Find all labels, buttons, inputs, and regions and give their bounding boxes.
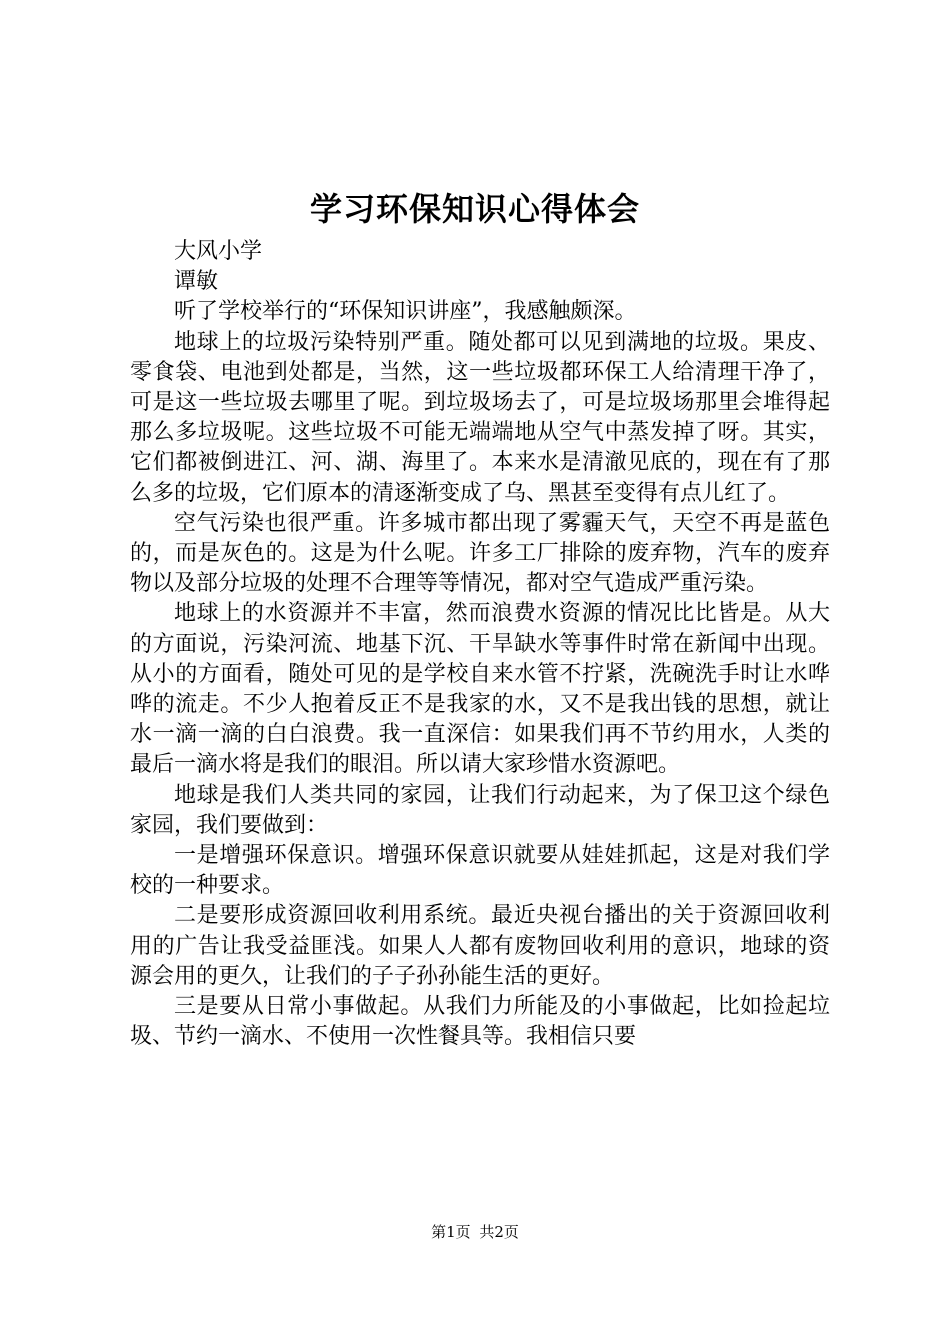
paragraph: 地球是我们人类共同的家园，让我们行动起来，为了保卫这个绿色家园，我们要做到： [130, 782, 830, 838]
paragraph: 二是要形成资源回收利用系统。最近央视台播出的关于资源回收利用的广告让我受益匪浅。如果人人都有废物回收利用的意识，地球的资源会用的更久，让我们的子子孙孙能生活的更好。 [130, 903, 830, 989]
page-footer [0, 1222, 950, 1242]
paragraph: 三是要从日常小事做起。从我们力所能及的小事做起，比如捡起垃圾、节约一滴水、不使用一次性餐具等。我相信只要 [130, 994, 830, 1050]
page-total: 共2页 [479, 1223, 519, 1241]
paragraph: 地球上的垃圾污染特别严重。随处都可以见到满地的垃圾。果皮、零食袋、电池到处都是，当然，这一些垃圾都环保工人给清理干净了，可是这一些垃圾去哪里了呢。到垃圾场去了，可是垃圾场那里会堆得起那么多垃圾呢。这些垃圾不可能无端端地从空气中蒸发掉了呀。其实，它们都被倒进江、河、湖、海里了。本来水是清澈见底的，现在有了那么多的垃圾，它们原本的清逐渐变成了乌、黑甚至变得有点儿红了。 [130, 329, 830, 506]
author-line: 谭敏 [174, 269, 219, 295]
document-title: 学习环保知识心得体会 [309, 190, 640, 228]
page-number: 第1页 [431, 1223, 471, 1241]
school-line: 大风小学 [174, 239, 263, 264]
paragraph: 地球上的水资源并不丰富，然而浪费水资源的情况比比皆是。从大的方面说，污染河流、地基下沉、干旱缺水等事件时常在新闻中出现。从小的方面看，随处可见的是学校自来水管不拧紧，洗碗洗手时让水哗哗的流走。不少人抱着反正不是我家的水，又不是我出钱的思想，就让水一滴一滴的白白浪费。我一直深信：如果我们再不节约用水，人类的最后一滴水将是我们的眼泪。所以请大家珍惜水资源吧。 [130, 601, 830, 778]
paragraph: 听了学校举行的“环保知识讲座”，我感触颇深。 [174, 299, 637, 325]
paragraph: 空气污染也很严重。许多城市都出现了雾霾天气，天空不再是蓝色的，而是灰色的。这是为什么呢。许多工厂排除的废弃物，汽车的废弃物以及部分垃圾的处理不合理等等情况，都对空气造成严重污染。 [130, 510, 830, 597]
paragraph: 一是增强环保意识。增强环保意识就要从娃娃抓起，这是对我们学校的一种要求。 [130, 843, 830, 899]
document-body [130, 237, 830, 1052]
